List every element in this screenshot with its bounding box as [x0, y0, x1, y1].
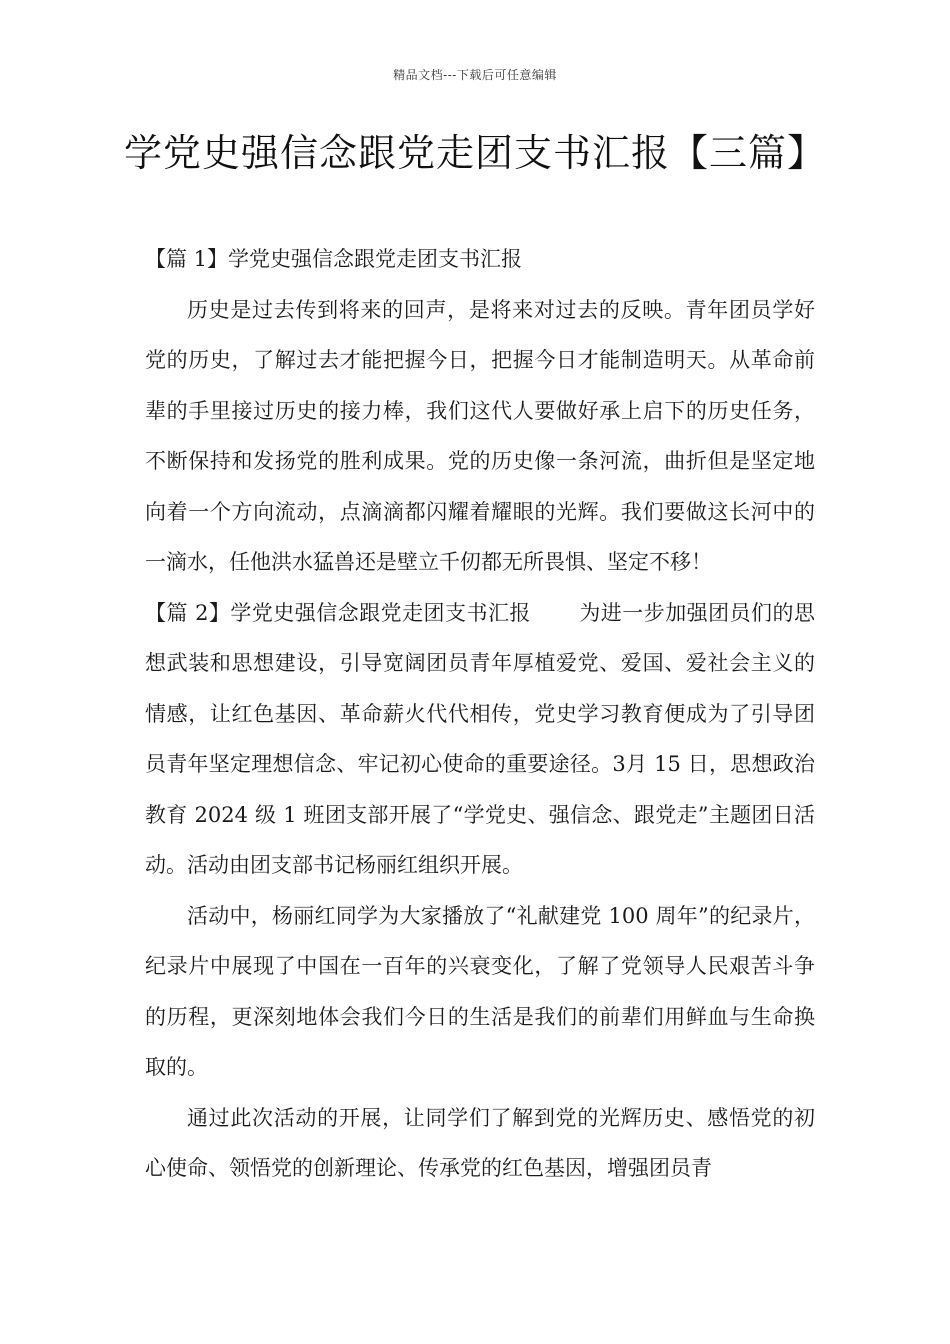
section-1-paragraph-1: 历史是过去传到将来的回声，是将来对过去的反映。青年团员学好党的历史，了解过去才能把握今日，把握今日才能制造明天。从革命前辈的手里接过历史的接力棒，我们这代人要做好承上启下的历史任务，不断保持和发扬党的胜利成果。党的历史像一条河流，曲折但是坚定地向着一个方向流动，点滴滴都闪耀着耀眼的光辉。我们要做这长河中的一滴水，任他洪水猛兽还是壁立千仞都无所畏惧、坚定不移！ — [145, 297, 815, 574]
document-body — [145, 234, 815, 1194]
document-title: 学党史强信念跟党走团支书汇报【三篇】 — [123, 131, 826, 175]
section-2-paragraph-1: 活动中，杨丽红同学为大家播放了“礼献建党 100 周年”的纪录片，纪录片中展现了中国在一百年的兴衰变化，了解了党领导人民艰苦斗争的历程，更深刻地体会我们今日的生活是我们的前辈们用鲜血与生命换取的。 — [145, 903, 815, 1079]
header-note: 精品文档---下载后可任意编辑 — [393, 68, 557, 82]
section-2-opening — [145, 588, 815, 891]
section-2-paragraph-2: 通过此次活动的开展，让同学们了解到党的光辉历史、感悟党的初心使命、领悟党的创新理论、传承党的红色基因，增强团员青 — [145, 1105, 815, 1180]
section-2-inline-text: 为进一步加强团员们的思想武装和思想建设，引导宽阔团员青年厚植爱党、爱国、爱社会主义的情感，让红色基因、革命薪火代代相传，党史学习教育便成为了引导团员青年坚定理想信念、牢记初心使命的重要途径。3月 15 日，思想政治教育 2024 级 1 班团支部开展了“学党史、强信念、跟党走”主题团日活动。活动由团支部书记杨丽红组织开展。 — [145, 600, 815, 877]
section-2-heading: 【篇 2】学党史强信念跟党走团支书汇报 — [145, 600, 531, 625]
section-1-heading: 【篇 1】学党史强信念跟党走团支书汇报 — [145, 247, 523, 271]
